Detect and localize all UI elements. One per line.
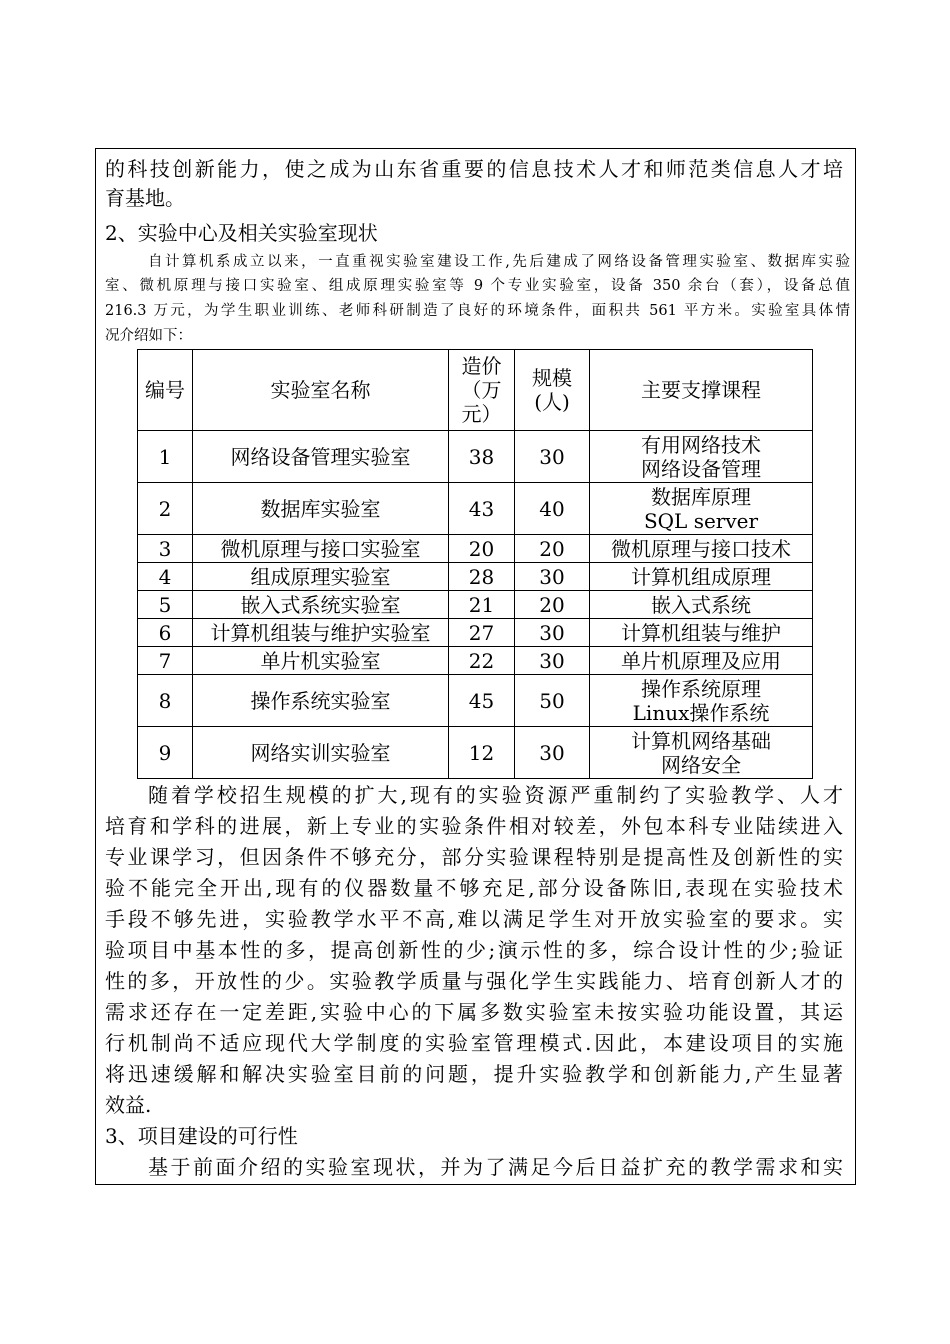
- cell-scale: 50: [515, 675, 590, 727]
- header-cost-line: 造价: [461, 354, 502, 378]
- header-cost: [449, 350, 515, 431]
- intro-line-2: 育基地。: [105, 186, 185, 210]
- cell-scale: 40: [515, 483, 590, 535]
- table-row: [138, 591, 813, 619]
- cell-scale: 30: [515, 647, 590, 675]
- analysis-line: 将迅速缓解和解决实验室目前的问题，提升实验教学和创新能力,产生显著: [105, 1062, 843, 1086]
- analysis-line: 专业课学习，但因条件不够充分，部分实验课程特别是提高性及创新性的实: [105, 845, 843, 869]
- cell-id: 8: [138, 675, 193, 727]
- cell-courses: 计算机组装与维护: [590, 619, 813, 647]
- analysis-line: 行机制尚不适应现代大学制度的实验室管理模式.因此，本建设项目的实施: [105, 1031, 843, 1055]
- header-cost-line: （万: [461, 378, 502, 402]
- header-scale-line: 规模: [532, 366, 572, 390]
- analysis-line: 手段不够先进，实验教学水平不高,难以满足学生对开放实验室的要求。实: [105, 907, 843, 931]
- cell-id: 2: [138, 483, 193, 535]
- cell-courses: [590, 727, 813, 779]
- cell-scale: 30: [515, 563, 590, 591]
- cell-cost: 20: [449, 535, 515, 563]
- section-2-para-line: 自计算机系成立以来，一直重视实验室建设工作,先后建成了网络设备管理实验室、数据库实验: [148, 254, 850, 270]
- cell-cost: 21: [449, 591, 515, 619]
- cell-scale: 30: [515, 619, 590, 647]
- intro-line-1: 的科技创新能力，使之成为山东省重要的信息技术人才和师范类信息人才培: [105, 157, 843, 181]
- course-line: Linux操作系统: [632, 700, 770, 725]
- lab-table: [137, 349, 813, 779]
- section-2-para-line: 况介绍如下：: [105, 328, 192, 344]
- section-2-para-line: 216.3 万元，为学生职业训练、老师科研制造了良好的环境条件，面积共 561 平方米。实验室具体情: [105, 303, 850, 319]
- cell-id: 4: [138, 563, 193, 591]
- course-line: 计算机网络基础: [631, 728, 771, 753]
- table-row: [138, 647, 813, 675]
- analysis-line: 培育和学科的进展，新上专业的实验条件相对较差，外包本科专业陆续进入: [105, 814, 843, 838]
- cell-name: 单片机实验室: [193, 647, 449, 675]
- table-row: [138, 535, 813, 563]
- cell-courses: [590, 675, 813, 727]
- section-3-line-1: 基于前面介绍的实验室现状，并为了满足今后日益扩充的教学需求和实: [148, 1155, 843, 1179]
- table-row: [138, 727, 813, 779]
- header-scale: [515, 350, 590, 431]
- cell-cost: 38: [449, 431, 515, 483]
- table-header-row: [138, 350, 813, 431]
- cell-id: 9: [138, 727, 193, 779]
- analysis-line: 验项目中基本性的多，提高创新性的少;演示性的多，综合设计性的少;验证: [105, 938, 843, 962]
- course-line: 网络安全: [661, 752, 741, 777]
- cell-courses: 微机原理与接口技术: [590, 535, 813, 563]
- course-line: 操作系统原理: [641, 676, 761, 701]
- cell-scale: 20: [515, 591, 590, 619]
- cell-cost: 27: [449, 619, 515, 647]
- cell-name: 计算机组装与维护实验室: [193, 619, 449, 647]
- cell-id: 7: [138, 647, 193, 675]
- table-row: [138, 431, 813, 483]
- section-2-para-line: 室、微机原理与接口实验室、组成原理实验室等 9 个专业实验室，设备 350 余台（套），设备总值: [105, 278, 850, 294]
- section-3-heading: 3、项目建设的可行性: [105, 1124, 298, 1148]
- cell-id: 1: [138, 431, 193, 483]
- cell-id: 3: [138, 535, 193, 563]
- header-courses: 主要支撑课程: [590, 350, 813, 431]
- analysis-line: 随着学校招生规模的扩大,现有的实验资源严重制约了实验教学、人才: [148, 783, 843, 807]
- cell-cost: 22: [449, 647, 515, 675]
- course-line: SQL server: [643, 508, 759, 533]
- analysis-line: 效益.: [105, 1093, 152, 1117]
- cell-scale: 30: [515, 727, 590, 779]
- cell-cost: 12: [449, 727, 515, 779]
- cell-cost: 28: [449, 563, 515, 591]
- header-name: 实验室名称: [193, 350, 449, 431]
- header-cost-line: 元）: [461, 402, 502, 426]
- table-row: [138, 619, 813, 647]
- cell-courses: 嵌入式系统: [590, 591, 813, 619]
- table-row: [138, 483, 813, 535]
- section-2-heading: 2、实验中心及相关实验室现状: [105, 221, 378, 245]
- cell-courses: [590, 431, 813, 483]
- cell-cost: 43: [449, 483, 515, 535]
- cell-name: 操作系统实验室: [193, 675, 449, 727]
- course-line: 有用网络技术: [641, 432, 761, 457]
- table-row: [138, 675, 813, 727]
- cell-id: 5: [138, 591, 193, 619]
- cell-scale: 20: [515, 535, 590, 563]
- header-scale-line: (人): [534, 390, 570, 414]
- cell-name: 数据库实验室: [193, 483, 449, 535]
- cell-id: 6: [138, 619, 193, 647]
- header-id: 编号: [138, 350, 193, 431]
- cell-courses: 计算机组成原理: [590, 563, 813, 591]
- cell-cost: 45: [449, 675, 515, 727]
- cell-name: 网络设备管理实验室: [193, 431, 449, 483]
- course-line: 网络设备管理: [641, 456, 761, 481]
- cell-name: 嵌入式系统实验室: [193, 591, 449, 619]
- cell-name: 微机原理与接口实验室: [193, 535, 449, 563]
- cell-name: 组成原理实验室: [193, 563, 449, 591]
- analysis-line: 需求还存在一定差距,实验中心的下属多数实验室未按实验功能设置，其运: [105, 1000, 843, 1024]
- analysis-line: 性的多，开放性的少。实验教学质量与强化学生实践能力、培育创新人才的: [105, 969, 843, 993]
- cell-name: 网络实训实验室: [193, 727, 449, 779]
- cell-scale: 30: [515, 431, 590, 483]
- analysis-line: 验不能完全开出,现有的仪器数量不够充足,部分设备陈旧,表现在实验技术: [105, 876, 843, 900]
- cell-courses: 单片机原理及应用: [590, 647, 813, 675]
- table-row: [138, 563, 813, 591]
- course-line: 数据库原理: [651, 484, 751, 509]
- cell-courses: [590, 483, 813, 535]
